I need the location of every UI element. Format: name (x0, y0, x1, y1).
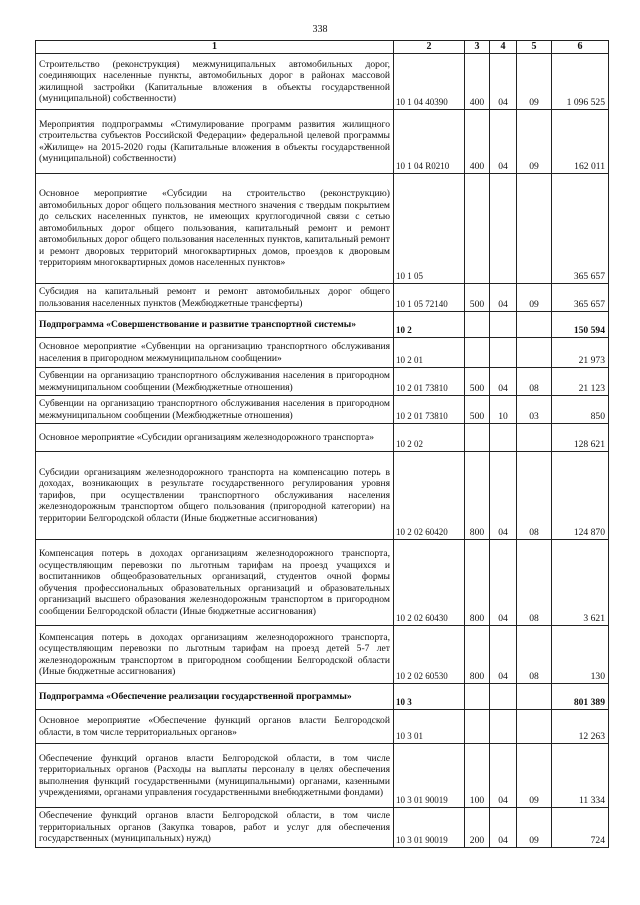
row-code: 10 3 (394, 684, 465, 710)
table-header-row (36, 41, 609, 54)
row-section: 04 (490, 368, 517, 396)
row-subsection (517, 174, 552, 284)
row-subsection: 08 (517, 626, 552, 684)
row-code: 10 2 02 60530 (394, 626, 465, 684)
row-subsection: 09 (517, 110, 552, 174)
row-expense-type: 800 (465, 452, 490, 540)
row-amount: 124 870 (552, 452, 609, 540)
column-header: 6 (552, 41, 609, 54)
row-name: Основное мероприятие «Субсидии организациям железнодорожного транспорта» (36, 424, 394, 452)
column-header: 4 (490, 41, 517, 54)
row-name: Основное мероприятие «Субсидии на строительство (реконструкцию) автомобильных дорог общего пользования местного значения с твердым покрытием до сельских населенных пунктов, не имеющих круглогодичной связи с сетью автомобильных дорог общего пользования, капитальный ремонт и ремонт автомобильных дорог общего пользования населенных пунктов, капитальный ремонт и ремонт дворовых территорий многоквартирных домов, проездов к дворовым территориям многоквартирных домов населенных пунктов» (36, 174, 394, 284)
row-amount: 12 263 (552, 710, 609, 744)
row-amount: 162 011 (552, 110, 609, 174)
row-subsection: 09 (517, 284, 552, 312)
row-name: Основное мероприятие «Субвенции на организацию транспортного обслуживания населения в пригородном межмуниципальном сообщении» (36, 338, 394, 368)
table-row (36, 54, 609, 110)
row-expense-type: 200 (465, 808, 490, 848)
row-name: Подпрограмма «Совершенствование и развитие транспортной системы» (36, 312, 394, 338)
row-name: Мероприятия подпрограммы «Стимулирование программ развития жилищного строительства субъектов Российской Федерации» федеральной целевой программы «Жилище» на 2015-2020 годы (Капитальные вложения в объекты государственной (муниципальной) собственности) (36, 110, 394, 174)
row-amount: 21 973 (552, 338, 609, 368)
row-code: 10 2 01 (394, 338, 465, 368)
row-amount: 850 (552, 396, 609, 424)
row-expense-type: 100 (465, 744, 490, 808)
row-subsection: 08 (517, 452, 552, 540)
row-code: 10 2 01 73810 (394, 396, 465, 424)
column-header: 1 (36, 41, 394, 54)
row-subsection (517, 424, 552, 452)
row-expense-type: 800 (465, 626, 490, 684)
table-row (36, 284, 609, 312)
table-row (36, 452, 609, 540)
budget-table (35, 40, 609, 848)
row-code: 10 1 04 40390 (394, 54, 465, 110)
row-section: 04 (490, 744, 517, 808)
table-row (36, 424, 609, 452)
row-expense-type (465, 312, 490, 338)
row-amount: 801 389 (552, 684, 609, 710)
table-row (36, 808, 609, 848)
column-header: 3 (465, 41, 490, 54)
row-name: Основное мероприятие «Обеспечение функций органов власти Белгородской области, в том числе территориальных органов» (36, 710, 394, 744)
row-name: Компенсация потерь в доходах организациям железнодорожного транспорта, осуществляющим перевозки по льготным тарифам на проезд учащихся и воспитанников общеобразовательных организаций, студентов очной формы обучения профессиональных образовательных организаций и образовательных организаций высшего образования железнодорожным транспортом в пригородном сообщении Белгородской области (Иные бюджетные ассигнования) (36, 540, 394, 626)
row-expense-type (465, 684, 490, 710)
row-section: 04 (490, 110, 517, 174)
row-name: Компенсация потерь в доходах организациям железнодорожного транспорта, осуществляющим перевозки по льготным тарифам на проезд детей 5-7 лет железнодорожным транспортом в пригородном сообщении Белгородской области (Иные бюджетные ассигнования) (36, 626, 394, 684)
row-section: 04 (490, 540, 517, 626)
row-amount: 365 657 (552, 174, 609, 284)
row-expense-type: 400 (465, 54, 490, 110)
row-section (490, 424, 517, 452)
row-code: 10 1 04 R0210 (394, 110, 465, 174)
row-name: Обеспечение функций органов власти Белгородской области, в том числе территориальных органов (Расходы на выплаты персоналу в целях обеспечения выполнения функций государственными (муниципальными) органами, казенными учреждениями, органами управления государственными внебюджетными фондами) (36, 744, 394, 808)
row-amount: 365 657 (552, 284, 609, 312)
row-subsection: 09 (517, 744, 552, 808)
row-subsection: 08 (517, 368, 552, 396)
table-row (36, 540, 609, 626)
table-row (36, 684, 609, 710)
row-subsection (517, 710, 552, 744)
row-expense-type (465, 174, 490, 284)
row-section (490, 174, 517, 284)
column-header: 2 (394, 41, 465, 54)
row-code: 10 3 01 (394, 710, 465, 744)
row-amount: 150 594 (552, 312, 609, 338)
row-expense-type: 500 (465, 396, 490, 424)
row-code: 10 2 01 73810 (394, 368, 465, 396)
row-code: 10 2 02 (394, 424, 465, 452)
row-name: Субсидии организациям железнодорожного транспорта на компенсацию потерь в доходах, возникающих в результате государственного регулирования уровня тарифов, при осуществлении транспортного обслуживания населения железнодорожным транспортом общего пользования (пригородной категории) на территории Белгородской области (Иные бюджетные ассигнования) (36, 452, 394, 540)
row-amount: 11 334 (552, 744, 609, 808)
row-section (490, 338, 517, 368)
row-subsection: 08 (517, 540, 552, 626)
row-code: 10 1 05 72140 (394, 284, 465, 312)
row-name: Подпрограмма «Обеспечение реализации государственной программы» (36, 684, 394, 710)
row-section: 04 (490, 452, 517, 540)
row-name: Субвенции на организацию транспортного обслуживания населения в пригородном межмуниципальном сообщении (Межбюджетные отношения) (36, 396, 394, 424)
table-row (36, 626, 609, 684)
row-expense-type: 800 (465, 540, 490, 626)
row-expense-type (465, 338, 490, 368)
row-code: 10 1 05 (394, 174, 465, 284)
row-section (490, 710, 517, 744)
row-code: 10 3 01 90019 (394, 744, 465, 808)
row-subsection: 03 (517, 396, 552, 424)
row-subsection: 09 (517, 808, 552, 848)
row-section: 04 (490, 54, 517, 110)
row-amount: 21 123 (552, 368, 609, 396)
row-amount: 724 (552, 808, 609, 848)
table-row (36, 368, 609, 396)
row-subsection: 09 (517, 54, 552, 110)
row-expense-type (465, 424, 490, 452)
row-name: Субвенции на организацию транспортного обслуживания населения в пригородном межмуниципальном сообщении (Межбюджетные отношения) (36, 368, 394, 396)
row-name: Обеспечение функций органов власти Белгородской области, в том числе территориальных органов (Закупка товаров, работ и услуг для обеспечения государственных (муниципальных) нужд) (36, 808, 394, 848)
row-section (490, 312, 517, 338)
table-row (36, 312, 609, 338)
row-code: 10 2 (394, 312, 465, 338)
table-row (36, 744, 609, 808)
row-code: 10 2 02 60420 (394, 452, 465, 540)
row-section: 04 (490, 284, 517, 312)
page-number: 338 (312, 24, 328, 35)
row-amount: 3 621 (552, 540, 609, 626)
table-row (36, 338, 609, 368)
row-section: 10 (490, 396, 517, 424)
row-section (490, 684, 517, 710)
table-row (36, 174, 609, 284)
row-expense-type: 500 (465, 284, 490, 312)
row-subsection (517, 338, 552, 368)
row-code: 10 2 02 60430 (394, 540, 465, 626)
row-amount: 1 096 525 (552, 54, 609, 110)
row-section: 04 (490, 626, 517, 684)
row-name: Субсидия на капитальный ремонт и ремонт автомобильных дорог общего пользования населенных пунктов (Межбюджетные трансферты) (36, 284, 394, 312)
table-row (36, 710, 609, 744)
row-code: 10 3 01 90019 (394, 808, 465, 848)
row-amount: 128 621 (552, 424, 609, 452)
table-row (36, 396, 609, 424)
row-subsection (517, 684, 552, 710)
row-expense-type (465, 710, 490, 744)
row-section: 04 (490, 808, 517, 848)
table-row (36, 110, 609, 174)
row-expense-type: 400 (465, 110, 490, 174)
column-header: 5 (517, 41, 552, 54)
row-name: Строительство (реконструкция) межмуниципальных автомобильных дорог, соединяющих населенные пункты, автомобильных дорог в районах массовой жилищной застройки (Капитальные вложения в объекты государственной (муниципальной) собственности) (36, 54, 394, 110)
row-subsection (517, 312, 552, 338)
row-amount: 130 (552, 626, 609, 684)
row-expense-type: 500 (465, 368, 490, 396)
